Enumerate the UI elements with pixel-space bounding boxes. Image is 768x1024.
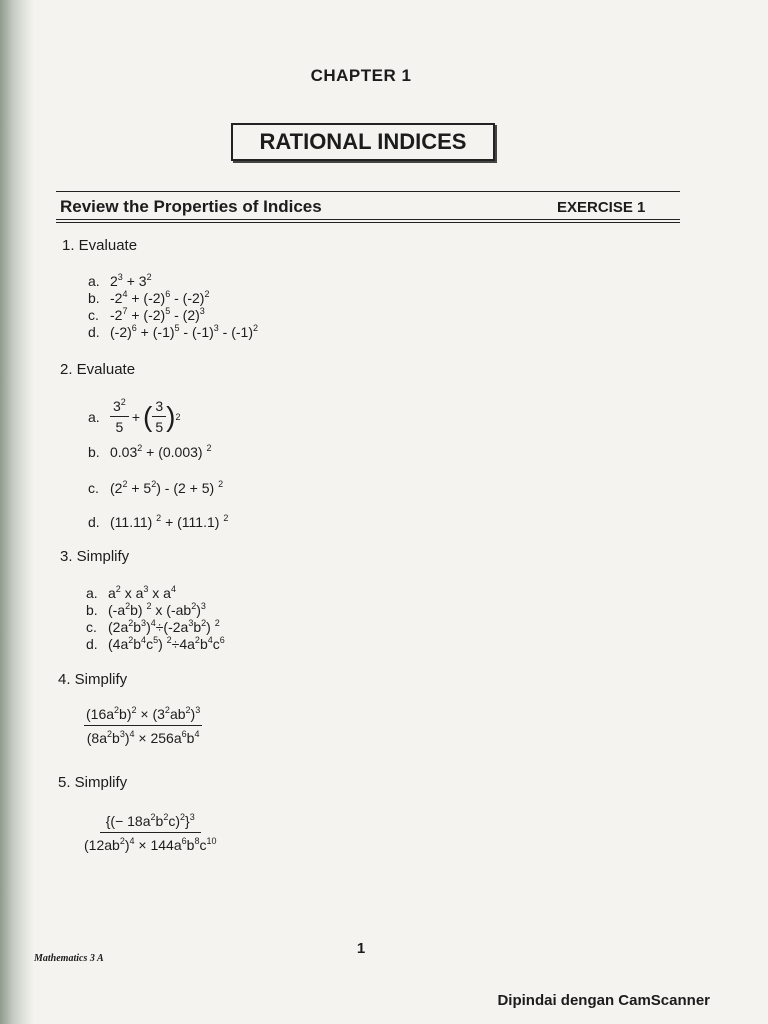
expr-part: ) (196, 602, 201, 618)
exponent: 6 (219, 635, 225, 645)
item-label: d. (86, 636, 98, 652)
expr-part: b (155, 813, 164, 829)
expr-part: × 256a (134, 730, 182, 746)
expr-part: b) (130, 602, 147, 618)
section-rule-top (56, 191, 680, 192)
exponent: 4 (122, 289, 128, 299)
exponent: 2 (119, 836, 125, 846)
item-label: a. (86, 585, 98, 601)
exponent: 2 (107, 729, 113, 739)
exponent: 2 (253, 323, 259, 333)
expr-part: b (133, 636, 142, 652)
exponent: 6 (181, 836, 187, 846)
page-shadow (0, 0, 34, 1024)
expr-part: x (-ab (151, 602, 192, 618)
q2-item-b (88, 444, 211, 460)
expr-part: ) (190, 706, 196, 722)
item-label: b. (88, 290, 100, 306)
expr-part: (-2) (110, 324, 132, 340)
exponent: 2 (122, 479, 128, 489)
expr-part: b (186, 730, 195, 746)
section-title: Review the Properties of Indices (60, 197, 322, 216)
item-label: c. (86, 619, 97, 635)
exponent: 3 (213, 323, 219, 333)
exponent: 2 (206, 443, 212, 453)
exponent: 2 (180, 812, 186, 822)
exponent: 2 (137, 443, 143, 453)
expr-part: -2 (110, 307, 123, 323)
expr-part: (8a (86, 730, 107, 746)
expr-part: 2 (110, 273, 118, 289)
exponent: 3 (188, 618, 194, 628)
exponent: 2 (120, 397, 126, 407)
q2-item-c (88, 480, 223, 496)
exponent: 7 (122, 306, 128, 316)
expr-part: × (3 (136, 706, 165, 722)
item-label: d. (88, 514, 100, 530)
exponent: 3 (199, 306, 205, 316)
numerator: 3 (113, 398, 121, 414)
exponent: 10 (206, 836, 217, 846)
exponent: 5 (153, 635, 159, 645)
exponent: 3 (200, 601, 206, 611)
q5-fraction (84, 813, 216, 853)
exponent: 2 (125, 601, 131, 611)
exponent: 2 (156, 513, 162, 523)
exponent: 2 (214, 618, 220, 628)
fraction (110, 398, 129, 435)
operator: + (131, 408, 140, 425)
exponent: 4 (170, 584, 176, 594)
chapter-title-box (231, 123, 495, 161)
denominator (84, 833, 216, 853)
fraction (152, 398, 166, 435)
expr-part: ) - (2 + 5) (156, 480, 219, 496)
exponent: 2 (191, 601, 197, 611)
q4-fraction (84, 706, 202, 746)
numerator (84, 706, 202, 726)
exponent: 4 (207, 635, 213, 645)
question-2-heading: 2. Evaluate (60, 361, 136, 378)
expr-part: (2 (110, 480, 123, 496)
expr-part: c (146, 636, 154, 652)
expr-part: a (108, 585, 116, 601)
expr-part: (4a (108, 636, 129, 652)
expr-part: } (185, 813, 190, 829)
exponent: 8 (194, 836, 200, 846)
expr-part: (16a (86, 706, 115, 722)
section-rule-bottom (56, 219, 680, 220)
exponent: 2 (128, 635, 134, 645)
exponent: 2 (150, 812, 156, 822)
section-rule-bottom-2 (56, 222, 680, 223)
expr-part: - (-1) (179, 324, 214, 340)
q2-item-d (88, 514, 228, 530)
expr-part: × 144a (134, 837, 182, 853)
denominator: 5 (155, 419, 164, 435)
exponent: 4 (194, 729, 200, 739)
expr-part: + (-2) (127, 290, 166, 306)
q1-item-b (88, 290, 209, 306)
exponent: 3 (195, 705, 201, 715)
question-4-heading: 4. Simplify (58, 671, 128, 688)
q2-item-a: a. $\frac{3^2}{5}$ + ( $\frac{3}{5}$ ) 2 (88, 397, 181, 435)
denominator (87, 726, 200, 746)
question-5-heading: 5. Simplify (58, 774, 128, 791)
exponent: 2 (194, 635, 200, 645)
item-label: b. (86, 602, 98, 618)
expr-part: x a (148, 585, 171, 601)
exponent: 4 (141, 635, 147, 645)
exponent: 3 (119, 729, 125, 739)
expr-part: + (-2) (127, 307, 166, 323)
expr-part: (-a (108, 602, 126, 618)
question-1-heading: 1. Evaluate (62, 237, 138, 254)
exponent: 6 (165, 289, 171, 299)
exponent: 4 (150, 618, 156, 628)
expr-part: ab (169, 706, 186, 722)
scanner-watermark: Dipindai dengan CamScanner (497, 992, 710, 1009)
item-label: d. (88, 324, 100, 340)
exponent: 2 (128, 618, 134, 628)
item-label: b. (88, 444, 100, 460)
chapter-title: RATIONAL INDICES (259, 129, 467, 154)
q3-item-b (86, 602, 206, 618)
open-paren: ( (143, 400, 153, 432)
q1-item-c (88, 307, 205, 323)
exponent: 2 (131, 705, 137, 715)
expr-part: + (-1) (136, 324, 175, 340)
exponent: 3 (143, 584, 149, 594)
exponent: 6 (181, 729, 187, 739)
expr-part: + 3 (122, 273, 147, 289)
expr-part: ) (124, 837, 130, 853)
numerator (100, 813, 201, 833)
denominator: 5 (115, 419, 124, 435)
item-label: a. (88, 408, 100, 425)
expr-part: {(− 18a (105, 813, 151, 829)
expr-part: b) (119, 706, 132, 722)
exponent: 2 (115, 584, 121, 594)
close-paren: ) (166, 400, 176, 432)
exponent: 2 (201, 618, 207, 628)
exponent: 2 (114, 705, 120, 715)
book-title: Mathematics 3 A (34, 953, 104, 964)
exponent: 6 (131, 323, 137, 333)
exponent: 2 (146, 272, 152, 282)
expr-part: x a (120, 585, 144, 601)
page-number: 1 (356, 940, 366, 957)
question-3-heading: 3. Simplify (60, 548, 130, 565)
exponent: 2 (185, 705, 191, 715)
expr-part: c (212, 636, 220, 652)
expr-part: b (193, 619, 202, 635)
exponent: 5 (165, 306, 171, 316)
q3-item-a (86, 585, 176, 601)
exponent: 2 (218, 479, 224, 489)
exercise-label: EXERCISE 1 (557, 199, 646, 216)
expr-part: b (186, 837, 195, 853)
expr-part: c (199, 837, 207, 853)
exponent: 2 (204, 289, 210, 299)
exponent: 4 (129, 729, 135, 739)
exponent: 3 (117, 272, 123, 282)
expr-part: -2 (110, 290, 123, 306)
q1-item-d (88, 324, 258, 340)
expr-part: - (2) (170, 307, 200, 323)
expr-part: 0.03 (110, 444, 138, 460)
expr-part: ÷4a (171, 636, 195, 652)
exponent: 3 (189, 812, 195, 822)
chapter-heading: CHAPTER 1 (310, 66, 412, 85)
q3-item-c (86, 619, 220, 635)
numerator: 3 (152, 398, 166, 417)
item-label: a. (88, 273, 100, 289)
expr-part: (11.11) (110, 514, 157, 530)
q1-item-a (88, 273, 152, 289)
item-label: c. (88, 307, 99, 323)
exponent: 4 (129, 836, 135, 846)
expr-part: ) (124, 730, 130, 746)
exponent: 2 (164, 705, 170, 715)
expr-part: b (133, 619, 142, 635)
expr-part: ) (206, 619, 215, 635)
expr-part: + (0.003) (142, 444, 207, 460)
expr-part: - (-2) (170, 290, 205, 306)
expr-part: ) (146, 619, 151, 635)
exponent: 2 (223, 513, 229, 523)
exponent: 5 (174, 323, 180, 333)
expr-part: b (112, 730, 120, 746)
expr-part: b (199, 636, 208, 652)
expr-part: ÷(-2a (155, 619, 189, 635)
expr-part: (12ab (84, 837, 120, 853)
expr-part: (2a (108, 619, 129, 635)
exponent: 2 (166, 635, 172, 645)
expr-part: + 5 (127, 480, 152, 496)
expr-part: + (111.1) (161, 514, 224, 530)
exponent: 2 (151, 479, 157, 489)
expr-part: - (-1) (218, 324, 253, 340)
exponent: 2 (163, 812, 169, 822)
q3-item-d (86, 636, 225, 652)
expr-part: ) (158, 636, 167, 652)
expr-part: c) (168, 813, 180, 829)
item-label: c. (88, 480, 99, 496)
exponent: 3 (141, 618, 147, 628)
exponent: 2 (146, 601, 152, 611)
